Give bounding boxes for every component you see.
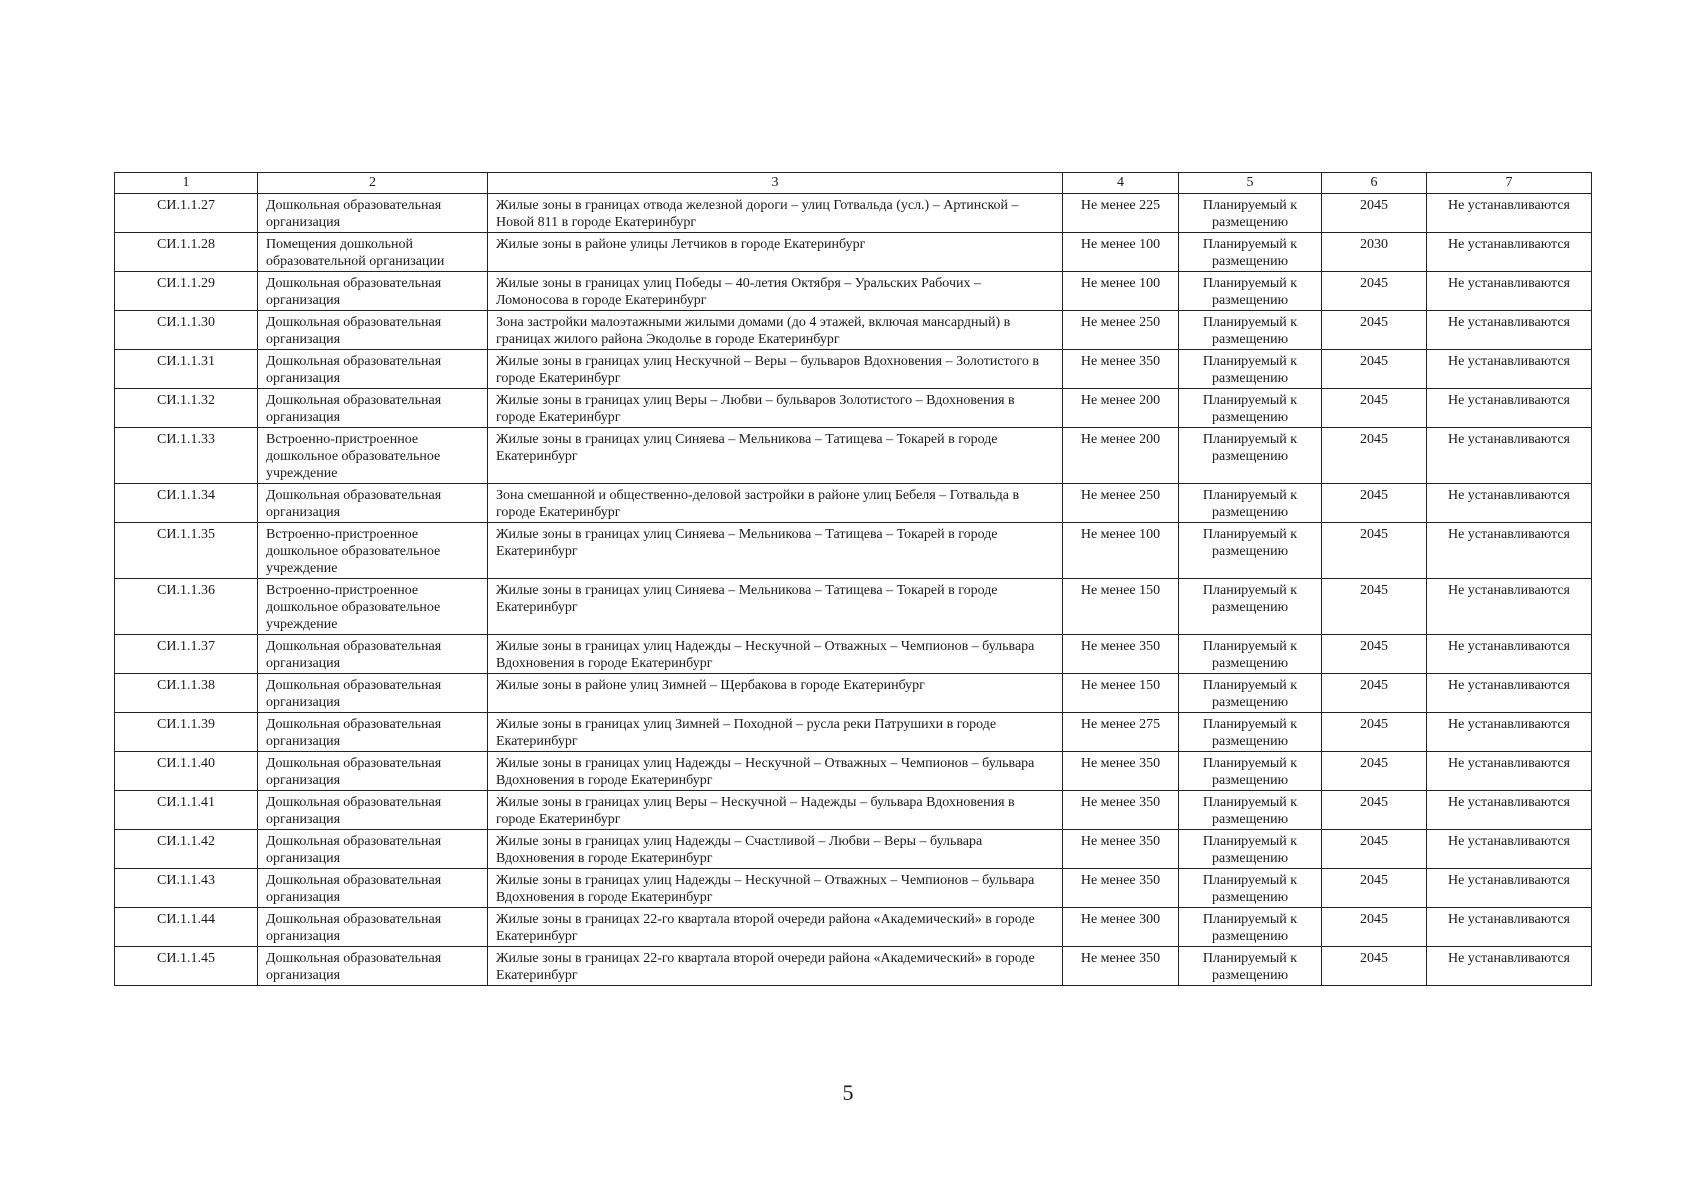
cell-capacity: Не менее 350	[1063, 947, 1179, 986]
cell-year: 2045	[1322, 869, 1427, 908]
cell-code: СИ.1.1.41	[115, 791, 258, 830]
cell-facility-type: Дошкольная образовательная организация	[258, 311, 488, 350]
cell-zones: Не устанавливаются	[1427, 233, 1592, 272]
header-cell: 1	[115, 173, 258, 194]
cell-location: Жилые зоны в границах отвода железной дороги – улиц Готвальда (усл.) – Артинской – Новой 811 в городе Екатеринбург	[488, 194, 1063, 233]
cell-facility-type: Дошкольная образовательная организация	[258, 194, 488, 233]
cell-zones: Не устанавливаются	[1427, 484, 1592, 523]
cell-status: Планируемый к размещению	[1179, 791, 1322, 830]
cell-year: 2045	[1322, 389, 1427, 428]
table-row	[115, 579, 1592, 635]
cell-code: СИ.1.1.44	[115, 908, 258, 947]
cell-capacity: Не менее 150	[1063, 674, 1179, 713]
cell-code: СИ.1.1.29	[115, 272, 258, 311]
cell-year: 2045	[1322, 635, 1427, 674]
cell-location: Жилые зоны в границах улиц Синяева – Мельникова – Татищева – Токарей в городе Екатеринбург	[488, 579, 1063, 635]
cell-year: 2045	[1322, 674, 1427, 713]
cell-status: Планируемый к размещению	[1179, 523, 1322, 579]
cell-location: Жилые зоны в границах улиц Синяева – Мельникова – Татищева – Токарей в городе Екатеринбург	[488, 428, 1063, 484]
cell-zones: Не устанавливаются	[1427, 947, 1592, 986]
table-row	[115, 484, 1592, 523]
cell-year: 2045	[1322, 523, 1427, 579]
header-cell: 6	[1322, 173, 1427, 194]
cell-zones: Не устанавливаются	[1427, 674, 1592, 713]
table-row	[115, 194, 1592, 233]
table-row	[115, 635, 1592, 674]
cell-code: СИ.1.1.40	[115, 752, 258, 791]
cell-status: Планируемый к размещению	[1179, 674, 1322, 713]
cell-year: 2045	[1322, 791, 1427, 830]
cell-zones: Не устанавливаются	[1427, 311, 1592, 350]
cell-facility-type: Дошкольная образовательная организация	[258, 908, 488, 947]
cell-capacity: Не менее 275	[1063, 713, 1179, 752]
cell-zones: Не устанавливаются	[1427, 579, 1592, 635]
cell-facility-type: Дошкольная образовательная организация	[258, 389, 488, 428]
cell-status: Планируемый к размещению	[1179, 272, 1322, 311]
cell-status: Планируемый к размещению	[1179, 194, 1322, 233]
facilities-table	[114, 172, 1592, 986]
cell-facility-type: Дошкольная образовательная организация	[258, 830, 488, 869]
table-row	[115, 350, 1592, 389]
cell-facility-type: Дошкольная образовательная организация	[258, 869, 488, 908]
table-row	[115, 272, 1592, 311]
cell-code: СИ.1.1.32	[115, 389, 258, 428]
cell-zones: Не устанавливаются	[1427, 830, 1592, 869]
table-header	[115, 173, 1592, 194]
cell-location: Зона застройки малоэтажными жилыми домами (до 4 этажей, включая мансардный) в границах жилого района Экодолье в городе Екатеринбург	[488, 311, 1063, 350]
cell-facility-type: Дошкольная образовательная организация	[258, 674, 488, 713]
table-row	[115, 713, 1592, 752]
cell-location: Жилые зоны в границах 22-го квартала второй очереди района «Академический» в городе Екатеринбург	[488, 908, 1063, 947]
cell-year: 2045	[1322, 194, 1427, 233]
table-row	[115, 428, 1592, 484]
cell-capacity: Не менее 350	[1063, 791, 1179, 830]
table-body	[115, 194, 1592, 986]
cell-status: Планируемый к размещению	[1179, 579, 1322, 635]
cell-zones: Не устанавливаются	[1427, 194, 1592, 233]
header-cell: 4	[1063, 173, 1179, 194]
cell-location: Жилые зоны в границах улиц Надежды – Нескучной – Отважных – Чемпионов – бульвара Вдохновения в городе Екатеринбург	[488, 752, 1063, 791]
cell-year: 2045	[1322, 350, 1427, 389]
cell-year: 2045	[1322, 428, 1427, 484]
cell-facility-type: Дошкольная образовательная организация	[258, 713, 488, 752]
cell-location: Жилые зоны в границах улиц Надежды – Нескучной – Отважных – Чемпионов – бульвара Вдохновения в городе Екатеринбург	[488, 635, 1063, 674]
cell-status: Планируемый к размещению	[1179, 830, 1322, 869]
cell-facility-type: Дошкольная образовательная организация	[258, 752, 488, 791]
cell-capacity: Не менее 100	[1063, 272, 1179, 311]
table-row	[115, 523, 1592, 579]
cell-zones: Не устанавливаются	[1427, 908, 1592, 947]
cell-location: Жилые зоны в границах улиц Надежды – Нескучной – Отважных – Чемпионов – бульвара Вдохновения в городе Екатеринбург	[488, 869, 1063, 908]
cell-location: Жилые зоны в границах улиц Зимней – Походной – русла реки Патрушихи в городе Екатеринбург	[488, 713, 1063, 752]
cell-year: 2045	[1322, 908, 1427, 947]
cell-code: СИ.1.1.27	[115, 194, 258, 233]
cell-zones: Не устанавливаются	[1427, 713, 1592, 752]
cell-location: Жилые зоны в районе улиц Зимней – Щербакова в городе Екатеринбург	[488, 674, 1063, 713]
cell-status: Планируемый к размещению	[1179, 869, 1322, 908]
cell-code: СИ.1.1.36	[115, 579, 258, 635]
table-row	[115, 908, 1592, 947]
cell-facility-type: Дошкольная образовательная организация	[258, 635, 488, 674]
table-row	[115, 869, 1592, 908]
cell-capacity: Не менее 350	[1063, 350, 1179, 389]
cell-location: Жилые зоны в границах улиц Веры – Любви – бульваров Золотистого – Вдохновения в городе Екатеринбург	[488, 389, 1063, 428]
cell-location: Жилые зоны в границах улиц Веры – Нескучной – Надежды – бульвара Вдохновения в городе Екатеринбург	[488, 791, 1063, 830]
cell-status: Планируемый к размещению	[1179, 947, 1322, 986]
cell-status: Планируемый к размещению	[1179, 428, 1322, 484]
cell-code: СИ.1.1.38	[115, 674, 258, 713]
table-row	[115, 752, 1592, 791]
header-cell: 3	[488, 173, 1063, 194]
cell-capacity: Не менее 350	[1063, 752, 1179, 791]
cell-code: СИ.1.1.33	[115, 428, 258, 484]
cell-location: Зона смешанной и общественно-деловой застройки в районе улиц Бебеля – Готвальда в городе Екатеринбург	[488, 484, 1063, 523]
cell-facility-type: Помещения дошкольной образовательной организации	[258, 233, 488, 272]
cell-code: СИ.1.1.35	[115, 523, 258, 579]
cell-year: 2045	[1322, 947, 1427, 986]
cell-location: Жилые зоны в границах улиц Синяева – Мельникова – Татищева – Токарей в городе Екатеринбург	[488, 523, 1063, 579]
cell-zones: Не устанавливаются	[1427, 389, 1592, 428]
cell-code: СИ.1.1.39	[115, 713, 258, 752]
cell-location: Жилые зоны в границах улиц Нескучной – Веры – бульваров Вдохновения – Золотистого в городе Екатеринбург	[488, 350, 1063, 389]
cell-zones: Не устанавливаются	[1427, 791, 1592, 830]
cell-code: СИ.1.1.37	[115, 635, 258, 674]
table-row	[115, 674, 1592, 713]
cell-zones: Не устанавливаются	[1427, 272, 1592, 311]
cell-year: 2030	[1322, 233, 1427, 272]
cell-code: СИ.1.1.45	[115, 947, 258, 986]
cell-code: СИ.1.1.42	[115, 830, 258, 869]
cell-status: Планируемый к размещению	[1179, 233, 1322, 272]
cell-location: Жилые зоны в границах 22-го квартала второй очереди района «Академический» в городе Екатеринбург	[488, 947, 1063, 986]
cell-status: Планируемый к размещению	[1179, 752, 1322, 791]
cell-zones: Не устанавливаются	[1427, 523, 1592, 579]
cell-year: 2045	[1322, 752, 1427, 791]
cell-year: 2045	[1322, 311, 1427, 350]
cell-zones: Не устанавливаются	[1427, 869, 1592, 908]
cell-zones: Не устанавливаются	[1427, 428, 1592, 484]
cell-year: 2045	[1322, 484, 1427, 523]
cell-zones: Не устанавливаются	[1427, 752, 1592, 791]
cell-status: Планируемый к размещению	[1179, 389, 1322, 428]
cell-location: Жилые зоны в границах улиц Надежды – Счастливой – Любви – Веры – бульвара Вдохновения в городе Екатеринбург	[488, 830, 1063, 869]
header-row	[115, 173, 1592, 194]
cell-code: СИ.1.1.43	[115, 869, 258, 908]
table-row	[115, 830, 1592, 869]
cell-status: Планируемый к размещению	[1179, 635, 1322, 674]
cell-facility-type: Дошкольная образовательная организация	[258, 272, 488, 311]
table-row	[115, 947, 1592, 986]
cell-status: Планируемый к размещению	[1179, 311, 1322, 350]
cell-year: 2045	[1322, 579, 1427, 635]
table-row	[115, 791, 1592, 830]
cell-status: Планируемый к размещению	[1179, 484, 1322, 523]
cell-capacity: Не менее 200	[1063, 428, 1179, 484]
cell-facility-type: Дошкольная образовательная организация	[258, 350, 488, 389]
cell-facility-type: Дошкольная образовательная организация	[258, 947, 488, 986]
cell-capacity: Не менее 350	[1063, 830, 1179, 869]
header-cell: 2	[258, 173, 488, 194]
cell-capacity: Не менее 225	[1063, 194, 1179, 233]
cell-status: Планируемый к размещению	[1179, 350, 1322, 389]
cell-zones: Не устанавливаются	[1427, 350, 1592, 389]
table-row	[115, 233, 1592, 272]
cell-year: 2045	[1322, 830, 1427, 869]
page-number: 5	[842, 1080, 854, 1105]
cell-facility-type: Дошкольная образовательная организация	[258, 484, 488, 523]
cell-capacity: Не менее 250	[1063, 484, 1179, 523]
cell-status: Планируемый к размещению	[1179, 713, 1322, 752]
cell-capacity: Не менее 250	[1063, 311, 1179, 350]
cell-zones: Не устанавливаются	[1427, 635, 1592, 674]
cell-code: СИ.1.1.31	[115, 350, 258, 389]
cell-facility-type: Встроенно-пристроенное дошкольное образовательное учреждение	[258, 579, 488, 635]
cell-code: СИ.1.1.34	[115, 484, 258, 523]
cell-capacity: Не менее 100	[1063, 523, 1179, 579]
header-cell: 5	[1179, 173, 1322, 194]
cell-status: Планируемый к размещению	[1179, 908, 1322, 947]
cell-year: 2045	[1322, 713, 1427, 752]
cell-facility-type: Встроенно-пристроенное дошкольное образовательное учреждение	[258, 428, 488, 484]
cell-capacity: Не менее 100	[1063, 233, 1179, 272]
table-row	[115, 389, 1592, 428]
cell-location: Жилые зоны в районе улицы Летчиков в городе Екатеринбург	[488, 233, 1063, 272]
cell-year: 2045	[1322, 272, 1427, 311]
cell-capacity: Не менее 350	[1063, 869, 1179, 908]
cell-facility-type: Дошкольная образовательная организация	[258, 791, 488, 830]
cell-code: СИ.1.1.30	[115, 311, 258, 350]
header-cell: 7	[1427, 173, 1592, 194]
cell-location: Жилые зоны в границах улиц Победы – 40-летия Октября – Уральских Рабочих – Ломоносова в городе Екатеринбург	[488, 272, 1063, 311]
cell-facility-type: Встроенно-пристроенное дошкольное образовательное учреждение	[258, 523, 488, 579]
cell-capacity: Не менее 150	[1063, 579, 1179, 635]
cell-capacity: Не менее 300	[1063, 908, 1179, 947]
cell-capacity: Не менее 350	[1063, 635, 1179, 674]
table-row	[115, 311, 1592, 350]
cell-capacity: Не менее 200	[1063, 389, 1179, 428]
cell-code: СИ.1.1.28	[115, 233, 258, 272]
